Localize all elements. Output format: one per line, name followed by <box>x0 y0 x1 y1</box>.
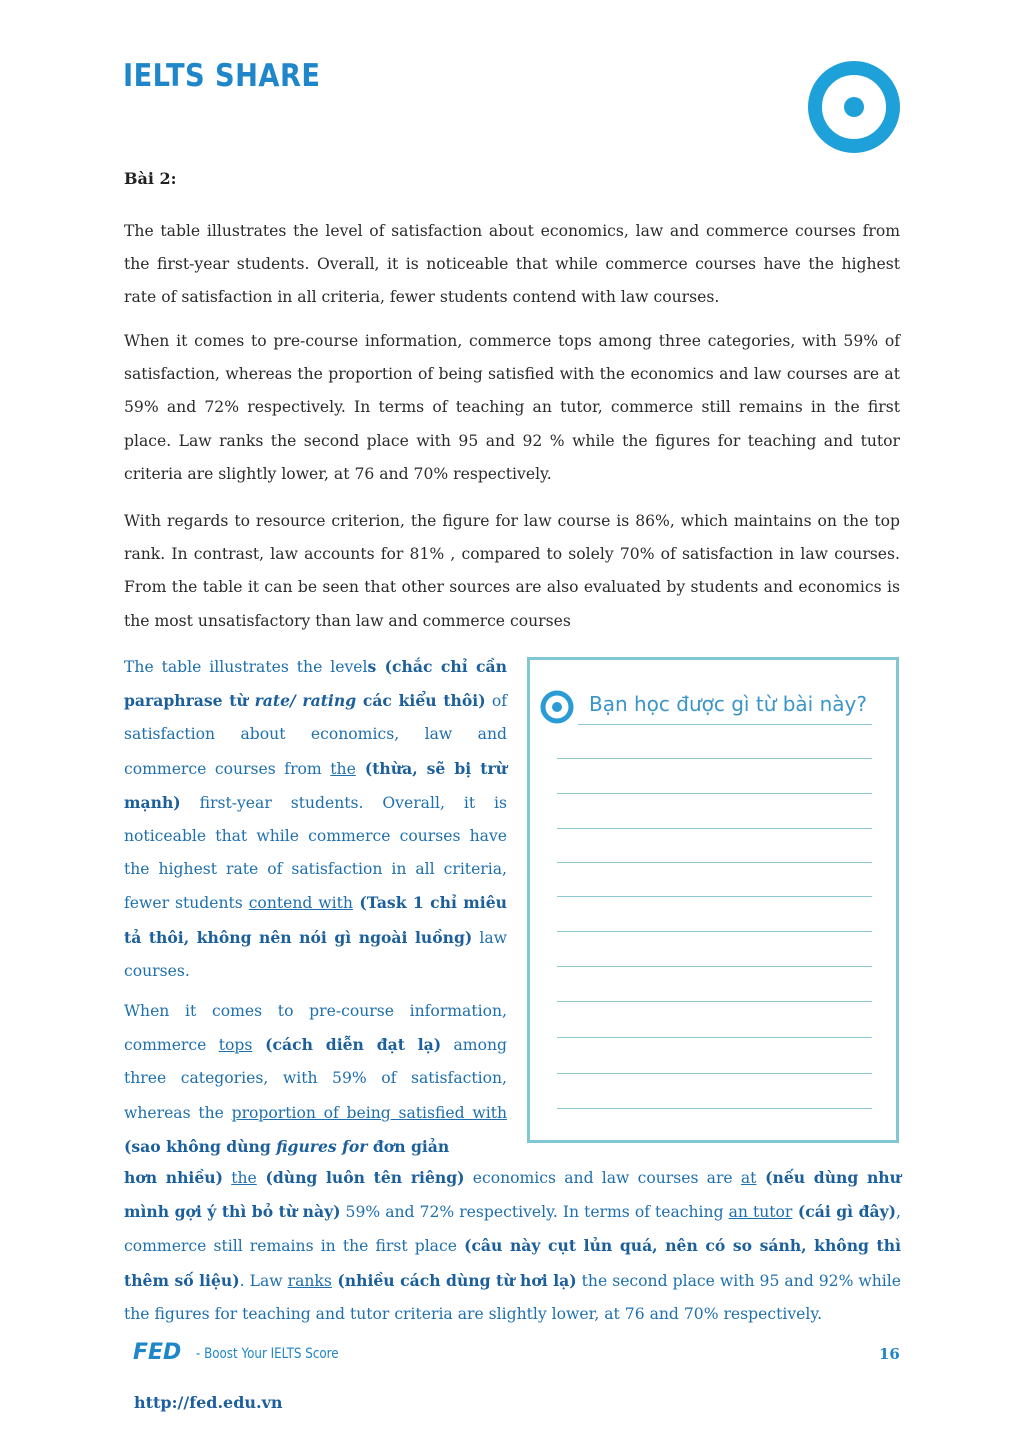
annotated-paragraph-2-continued <box>124 1161 901 1331</box>
writing-line <box>557 896 872 897</box>
annotated-text: economics and law courses are <box>464 1169 741 1187</box>
exercise-heading: Bài 2: <box>124 169 177 188</box>
annotation-note: (Task 1 chỉ miêu tả thôi, không nên nói gì ngoài luồng) <box>124 893 507 947</box>
annotation-note: (câu này cụt lủn quá, nên có so sánh, không thì thêm số liệu) <box>124 1236 901 1290</box>
annotation-note: (dùng luôn tên riêng) <box>256 1168 465 1187</box>
annotated-text: the second place with 95 and 92% while the figures for teaching and tutor criteria are slightly lower, at 76 and 70% respectively. <box>124 1271 902 1323</box>
annotated-paragraph-2 <box>124 995 507 1164</box>
writing-line <box>557 1001 872 1002</box>
footer-brand-logo: FED <box>133 1340 182 1365</box>
annotation-note: (sao không dùng figures for đơn giản <box>124 1136 450 1156</box>
highlighted-word: the <box>231 1169 257 1187</box>
highlighted-word: at <box>740 1169 757 1187</box>
highlighted-word: an tutor <box>728 1203 793 1222</box>
annotation-note: (nếu dùng như mình gợi ý thì bỏ từ này) <box>124 1168 901 1222</box>
writing-line <box>557 1073 872 1074</box>
writing-line <box>557 1037 872 1038</box>
target-bullet-icon <box>539 689 575 725</box>
notes-title-underline <box>578 724 872 725</box>
annotated-text: When it comes to pre-course information, commerce <box>124 1002 507 1055</box>
essay-paragraph-3: With regards to resource criterion, the figure for law course is 86%, which maintains on the top rank. In contrast, law accounts for 81% , compared to solely 70% of satisfaction in law courses. From the table it can be seen that other sources are also evaluated by students and economics is the most unsatisfactory than law and commerce courses <box>124 512 900 630</box>
notes-box <box>527 657 899 1143</box>
writing-line <box>557 931 872 932</box>
annotation-note: hơn nhiều) <box>124 1168 223 1187</box>
annotated-text: among three categories, with 59% of satisfaction, whereas the <box>124 1036 508 1122</box>
annotation-note: s (chắc chỉ cần paraphrase từ rate/ rating các kiểu thôi) <box>124 657 507 711</box>
annotated-text: , commerce still remains in the first place <box>124 1203 901 1256</box>
annotation-note: (nhiều cách dùng từ hơi lạ) <box>331 1270 577 1290</box>
page-number: 16 <box>879 1345 900 1363</box>
highlighted-word: proportion of being satisfied with <box>231 1103 508 1122</box>
highlighted-word: ranks <box>287 1271 332 1290</box>
writing-line <box>557 1108 872 1109</box>
writing-line <box>557 862 872 863</box>
writing-line <box>557 758 872 759</box>
footer-tagline: - Boost Your IELTS Score <box>196 1346 339 1362</box>
annotated-text: first-year students. Overall, it is noticeable that while commerce courses have the highest rate of satisfaction in all criteria, fewer students <box>124 793 507 913</box>
target-icon <box>808 61 900 153</box>
annotated-text: The table illustrates the level <box>124 658 368 676</box>
annotated-paragraph-1 <box>124 650 507 988</box>
highlighted-word: contend with <box>248 894 353 913</box>
writing-line <box>557 793 872 794</box>
annotated-text: 59% and 72% respectively. In terms of teaching <box>340 1203 729 1222</box>
writing-line <box>557 828 872 829</box>
writing-line <box>557 966 872 967</box>
essay-paragraph-2: When it comes to pre-course information, commerce tops among three categories, with 59% of satisfaction, whereas the proportion of being satisfied with the economics and law courses are at 59% and 72% respectively. In terms of teaching an tutor, commerce still remains in the first place. Law ranks the second place with 95 and 92 % while the figures for teaching and tutor criteria are slightly lower, at 76 and 70% respectively. <box>124 332 900 483</box>
annotated-text: . Law <box>239 1271 288 1290</box>
annotation-note: (thừa, sẽ bị trừ mạnh) <box>124 758 507 812</box>
annotation-note: (cách diễn đạt lạ) <box>252 1035 442 1055</box>
annotated-text: of satisfaction about economics, law and commerce courses from <box>124 692 507 778</box>
annotation-note: (cái gì đây) <box>792 1202 897 1222</box>
highlighted-word: the <box>330 759 356 778</box>
highlighted-word: tops <box>218 1036 253 1055</box>
brand-logo-text: IELTS SHARE <box>123 58 321 94</box>
annotated-text: law courses. <box>124 928 507 980</box>
notes-box-title: Bạn học được gì từ bài này? <box>589 692 867 716</box>
footer-url-link[interactable]: http://fed.edu.vn <box>134 1393 283 1412</box>
essay-paragraph-1: The table illustrates the level of satisfaction about economics, law and commerce courses from the first-year students. Overall, it is noticeable that while commerce courses have the highest rate of satisfaction in all criteria, fewer students contend with law courses. <box>124 222 900 307</box>
